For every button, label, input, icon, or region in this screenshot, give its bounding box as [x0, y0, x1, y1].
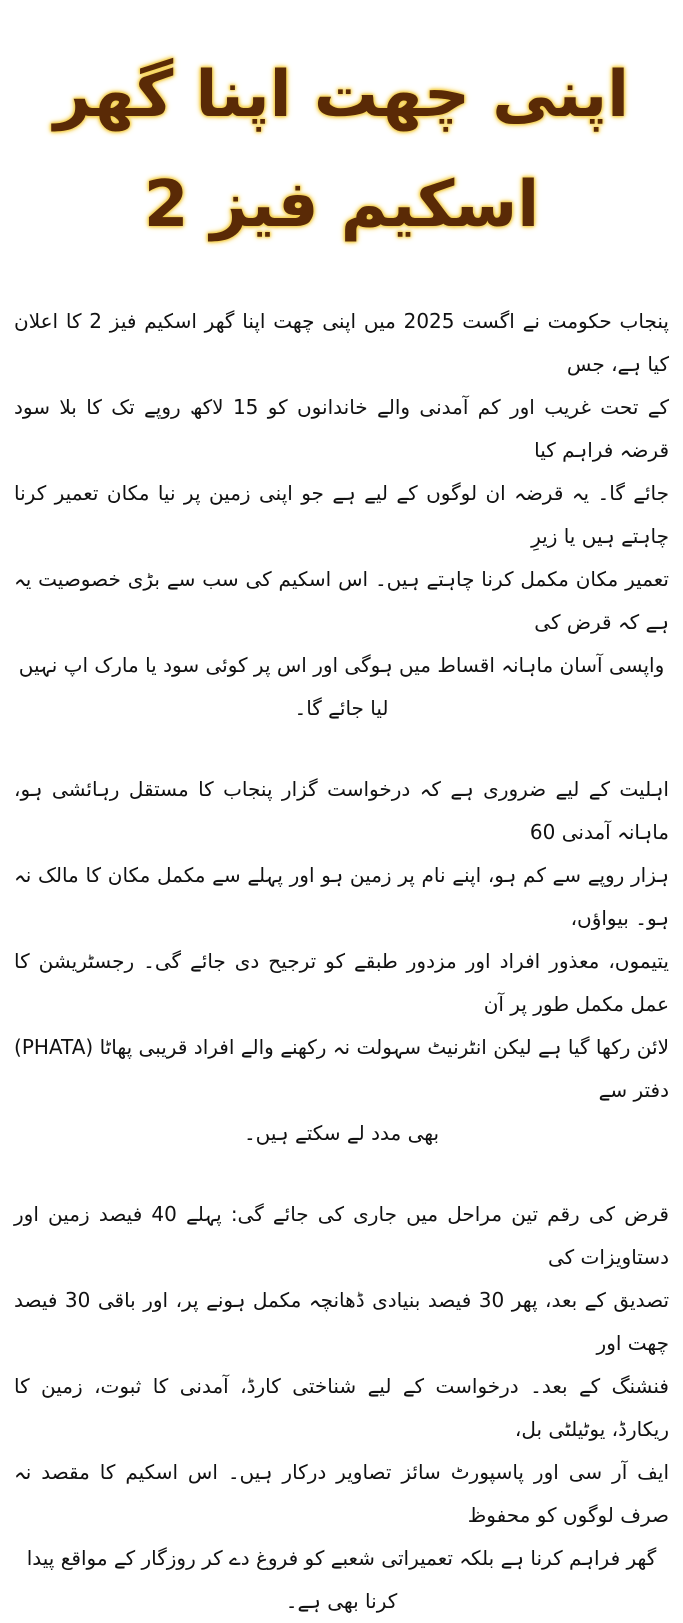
paragraph-scheme-overview	[14, 300, 669, 730]
paragraph-disbursement-documents	[14, 1193, 669, 1623]
text-line: گھر فراہم کرنا ہے بلکہ تعمیراتی شعبے کو فروغ دے کر روزگار کے مواقع پیدا کرنا بھی ہے۔	[26, 1546, 657, 1613]
text-line: قرض کی رقم تین مراحل میں جاری کی جائے گی: پہلے 40 فیصد زمین اور دستاویزات کی	[14, 1202, 669, 1269]
text-line: بھی مدد لے سکتے ہیں۔	[243, 1121, 440, 1145]
text-line: یتیموں، معذور افراد اور مزدور طبقے کو ترجیح دی جائے گی۔ رجسٹریشن کا عمل مکمل طور پر آن	[14, 949, 669, 1016]
text-line: اہلیت کے لیے ضروری ہے کہ درخواست گزار پنجاب کا مستقل رہائشی ہو، ماہانہ آمدنی 60	[14, 777, 669, 844]
text-line: تعمیر مکان مکمل کرنا چاہتے ہیں۔ اس اسکیم کی سب سے بڑی خصوصیت یہ ہے کہ قرض کی	[14, 567, 669, 634]
page-title: اپنی چھت اپنا گھر اسکیم فیز 2	[53, 58, 630, 242]
text-line: ایف آر سی اور پاسپورٹ سائز تصاویر درکار ہیں۔ اس اسکیم کا مقصد نہ صرف لوگوں کو محفوظ	[14, 1460, 669, 1527]
text-line: لائن رکھا گیا ہے لیکن انٹرنیٹ سہولت نہ رکھنے والے افراد قریبی پھاٹا (PHATA) دفتر سے	[14, 1035, 669, 1102]
text-line: فنشنگ کے بعد۔ درخواست کے لیے شناختی کارڈ، آمدنی کا ثبوت، زمین کا ریکارڈ، یوٹیلٹی بل،	[14, 1374, 669, 1441]
text-line: ہزار روپے سے کم ہو، اپنے نام پر زمین ہو اور پہلے سے مکمل مکان کا مالک نہ ہو۔ بیواؤں،	[14, 863, 669, 930]
text-line: پنجاب حکومت نے اگست 2025 میں اپنی چھت اپنا گھر اسکیم فیز 2 کا اعلان کیا ہے، جس	[14, 309, 669, 376]
text-line: جائے گا۔ یہ قرضہ ان لوگوں کے لیے ہے جو اپنی زمین پر نیا مکان تعمیر کرنا چاہتے ہیں یا زیرِ	[14, 481, 669, 548]
text-line: تصدیق کے بعد، پھر 30 فیصد بنیادی ڈھانچہ مکمل ہونے پر، اور باقی 30 فیصد چھت اور	[14, 1288, 670, 1355]
text-line: کے تحت غریب اور کم آمدنی والے خاندانوں کو 15 لاکھ روپے تک کا بلا سود قرضہ فراہم کیا	[14, 395, 670, 462]
text-line: واپسی آسان ماہانہ اقساط میں ہوگی اور اس پر کوئی سود یا مارک اپ نہیں لیا جائے گا۔	[18, 653, 665, 720]
paragraph-eligibility	[14, 768, 669, 1155]
